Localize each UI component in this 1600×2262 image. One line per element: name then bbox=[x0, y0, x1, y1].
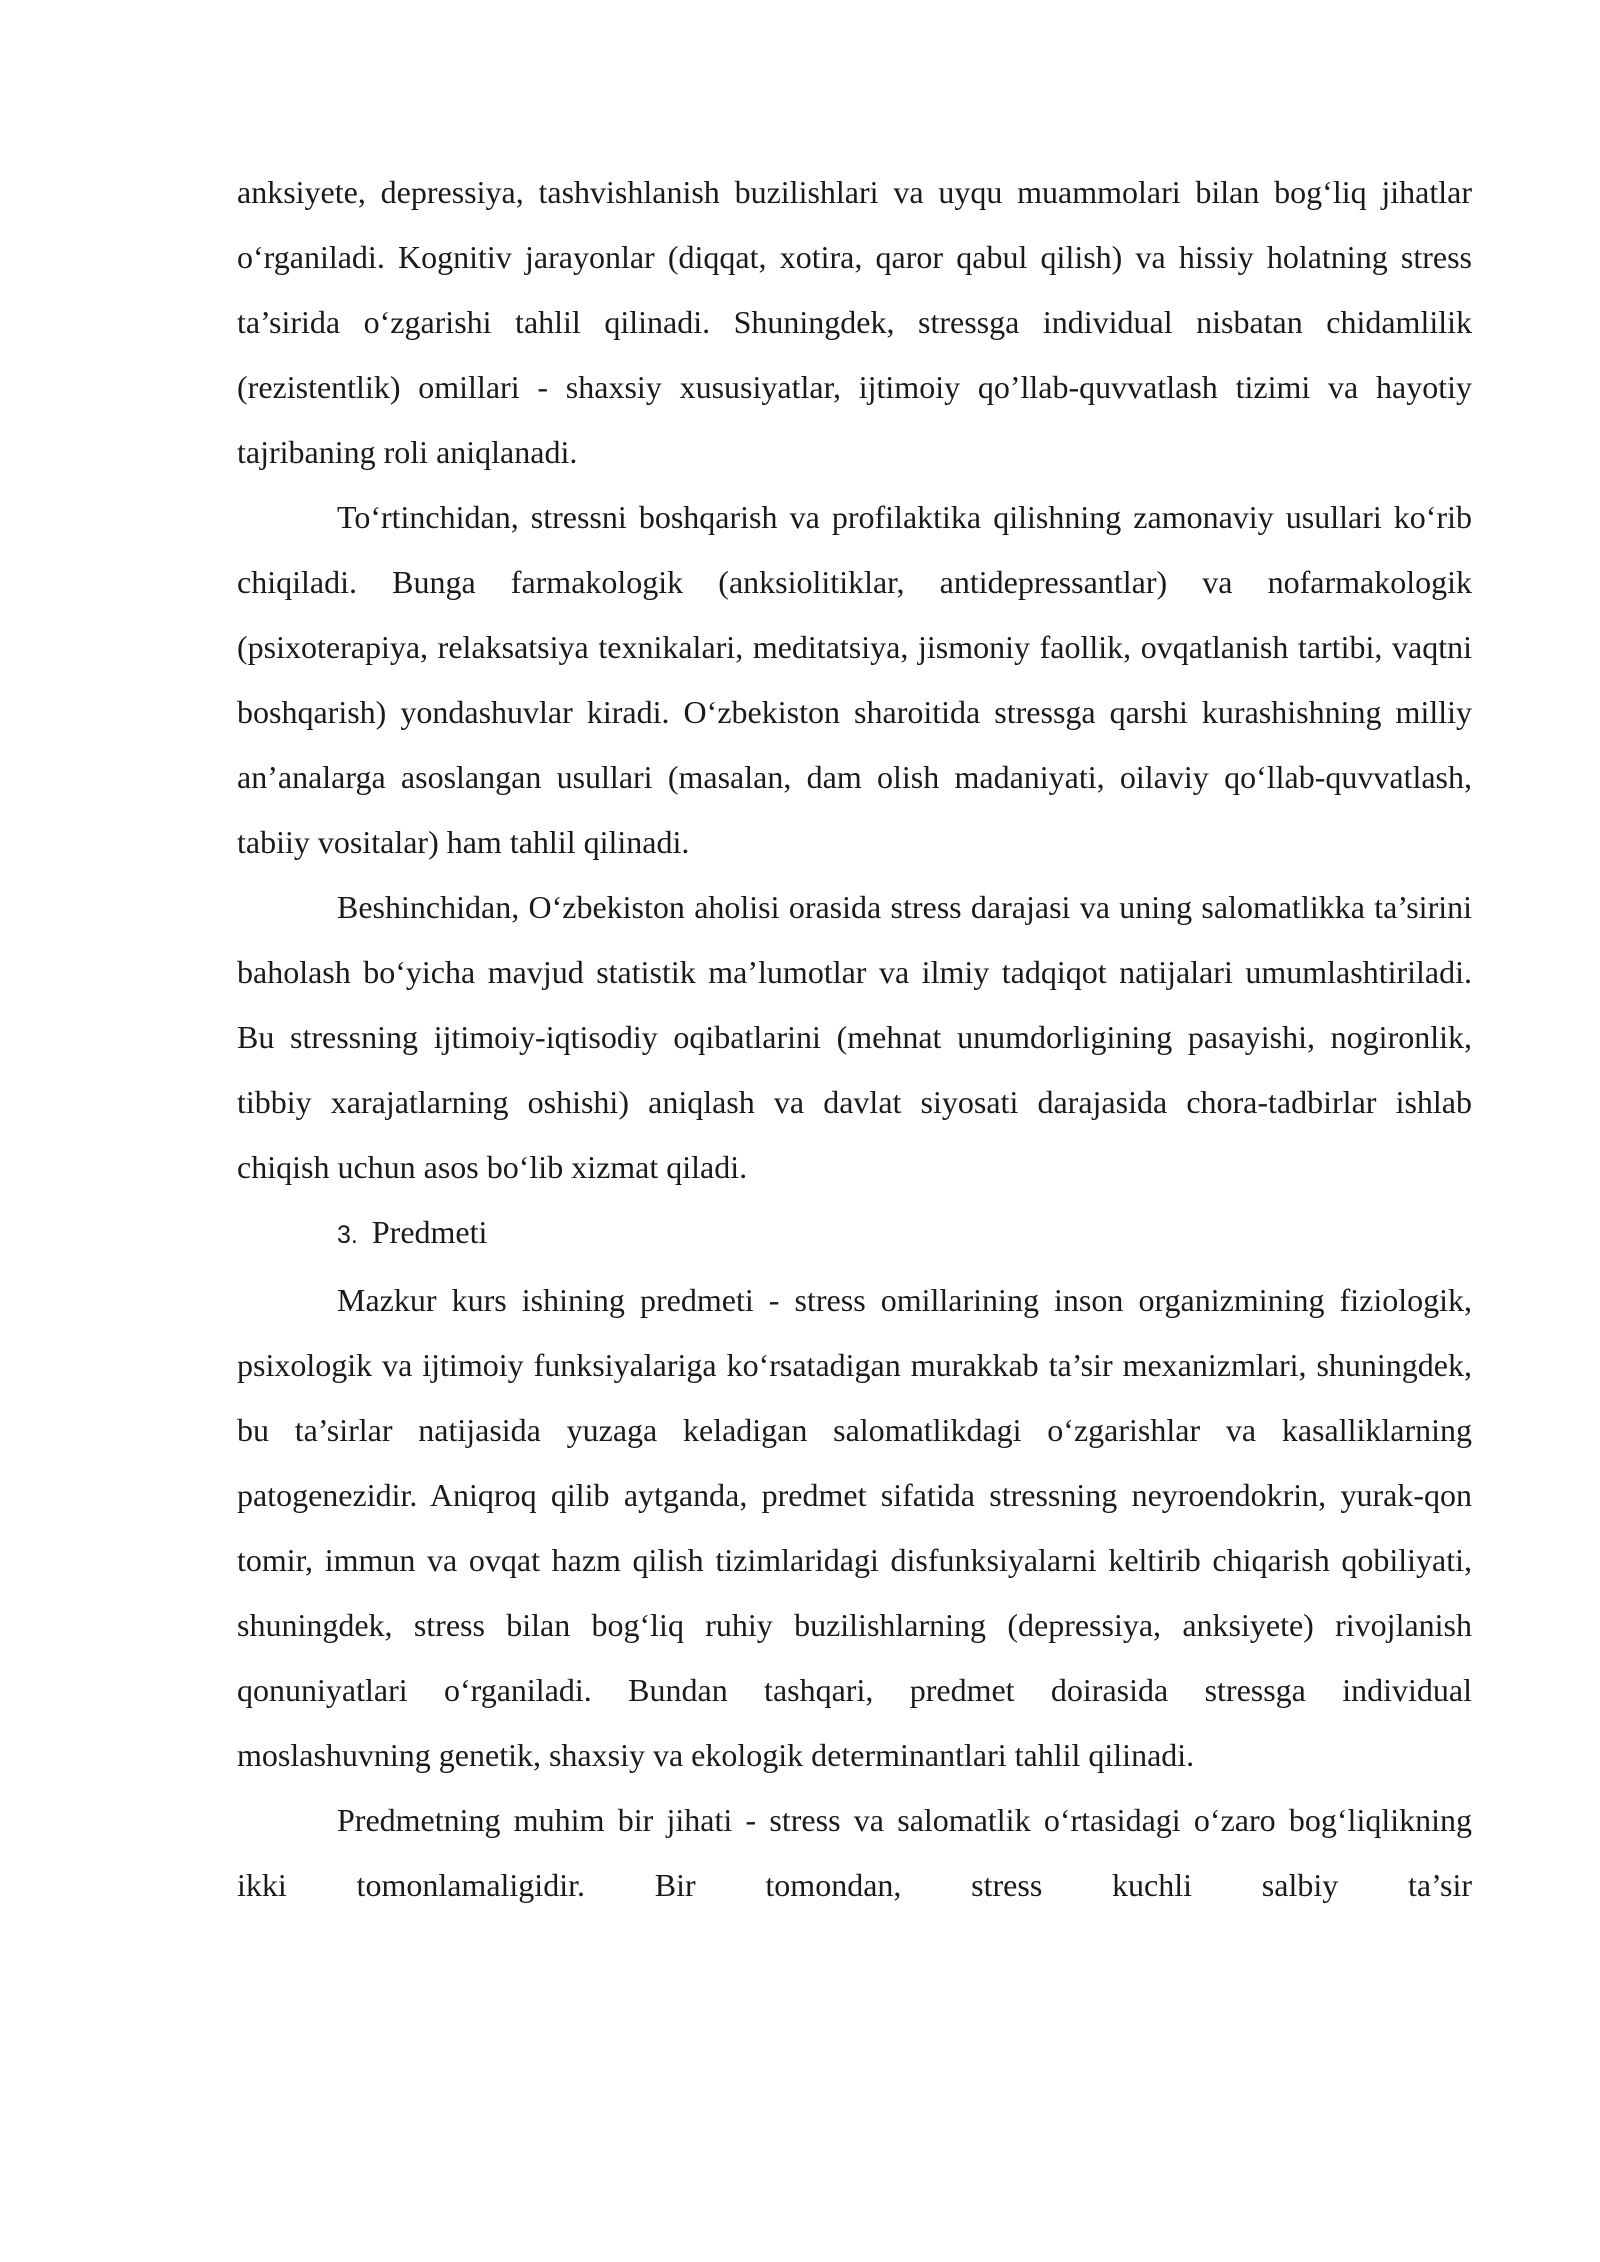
document-body bbox=[237, 160, 1472, 1918]
paragraph-bidirectional-relation: Predmetning muhim bir jihati - stress va salomatlik o‘rtasidagi o‘zaro bog‘liqlikning ikki tomonlamaligidir. Bir tomondan, stress kuchli salbiy ta’sir bbox=[237, 1802, 1472, 1903]
paragraph-cognitive-aspects: anksiyete, depressiya, tashvishlanish buzilishlari va uyqu muammolari bilan bog‘liq jihatlar o‘rganiladi. Kognitiv jarayonlar (diqqat, xotira, qaror qabul qilish) va hissiy holatning stress ta’sirida o‘zgarishi tahlil qilinadi. Shuningdek, stressga individual nisbatan chidamlilik (rezistentlik) omillari - shaxsiy xususiyatlar, ijtimoiy qo’llab-quvvatlash tizimi va hayotiy tajribaning roli aniqlanadi. bbox=[237, 174, 1472, 470]
paragraph-subject-definition: Mazkur kurs ishining predmeti - stress omillarining inson organizmining fiziologik, psixologik va ijtimoiy funksiyalariga ko‘rsatadigan murakkab ta’sir mexanizmlari, shuningdek, bu ta’sirlar natijasida yuzaga keladigan salomatlikdagi o‘zgarishlar va kasalliklarning patogenezidir. Aniqroq qilib aytganda, predmet sifatida stressning neyroendokrin, yurak-qon tomir, immun va ovqat hazm qilish tizimlaridagi disfunksiyalarni keltirib chiqarish qobiliyati, shuningdek, stress bilan bog‘liq ruhiy buzilishlarning (depressiya, anksiyete) rivojlanish qonuniyatlari o‘rganiladi. Bundan tashqari, predmet doirasida stressga individual moslashuvning genetik, shaxsiy va ekologik determinantlari tahlil qilinadi. bbox=[237, 1282, 1472, 1773]
paragraph-statistics: Beshinchidan, O‘zbekiston aholisi orasida stress darajasi va uning salomatlikka ta’sirini baholash bo‘yicha mavjud statistik ma’lumotlar va ilmiy tadqiqot natijalari umumlashtiriladi. Bu stressning ijtimoiy-iqtisodiy oqibatlarini (mehnat unumdorligining pasayishi, nogironlik, tibbiy xarajatlarning oshishi) aniqlash va davlat siyosati darajasida chora-tadbirlar ishlab chiqish uchun asos bo‘lib xizmat qiladi. bbox=[237, 889, 1472, 1185]
section-number: 3. bbox=[337, 1221, 358, 1249]
section-title: Predmeti bbox=[371, 1214, 488, 1250]
section-heading bbox=[237, 1200, 1472, 1268]
paragraph-stress-management: To‘rtinchidan, stressni boshqarish va profilaktika qilishning zamonaviy usullari ko‘rib chiqiladi. Bunga farmakologik (anksiolitiklar, antidepressantlar) va nofarmakologik (psixoterapiya, relaksatsiya texnikalari, meditatsiya, jismoniy faollik, ovqatlanish tartibi, vaqtni boshqarish) yondashuvlar kiradi. O‘zbekiston sharoitida stressga qarshi kurashishning milliy an’analarga asoslangan usullari (masalan, dam olish madaniyati, oilaviy qo‘llab-quvvatlash, tabiiy vositalar) ham tahlil qilinadi. bbox=[237, 499, 1472, 860]
